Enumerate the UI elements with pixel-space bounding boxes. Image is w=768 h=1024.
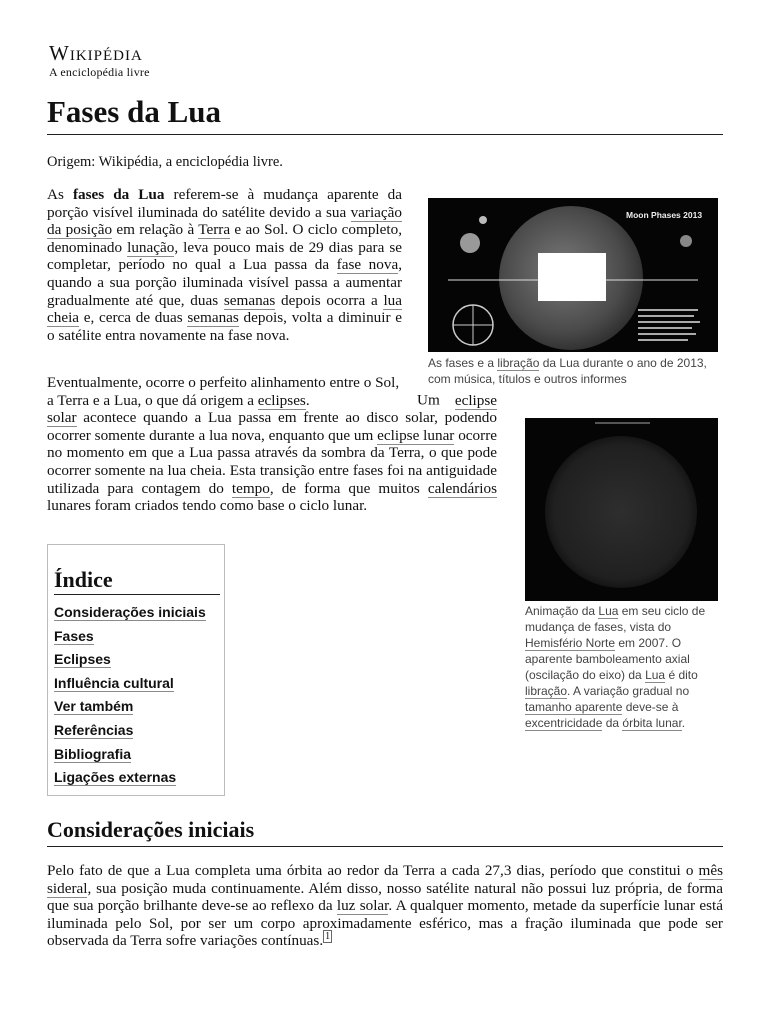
link-tempo[interactable]: tempo — [231, 479, 270, 497]
link-hemisferio-norte[interactable]: Hemisfério Norte — [525, 636, 616, 650]
moon-phases-graphic — [428, 198, 718, 352]
link-orbita-lunar[interactable]: órbita lunar — [622, 716, 682, 730]
eclipse-paragraph: Eventualmente, ocorre o perfeito alinhamento entre o Sol, a Terra e a Lua, o que dá origem a eclipses. Um eclipse solar acontece quando a Lua passa em frente ao disco solar, podendo ocorrer somente durante a lua nova, enquanto que um eclipse lunar ocorre no momento em que a Lua passa através da sombra da Terra, o que pode ocorrer somente na lua cheia. Esta transição entre fases foi na antiguidade utilizada para contagem do tempo, de forma que muitos calendários lunares foram criados tendo como base o ciclo lunar. — [47, 374, 498, 515]
moon-phases-video-thumbnail[interactable] — [428, 198, 718, 352]
toc-item-eclipses[interactable]: Eclipses — [54, 651, 111, 668]
link-fase-nova[interactable]: fase nova — [336, 256, 399, 274]
dark-moon-disc — [545, 436, 697, 588]
page-title: Fases da Lua — [47, 92, 723, 135]
earth-mini-icon — [460, 233, 480, 253]
toc-item-influencia[interactable]: Influência cultural — [54, 674, 174, 691]
figure-moon-animation — [525, 418, 718, 731]
link-eclipse-lunar[interactable]: eclipse lunar — [377, 426, 455, 444]
moon-mini-icon — [479, 216, 487, 224]
toc-item-ligacoes[interactable]: Ligações externas — [54, 769, 177, 786]
toc-item-bibliografia[interactable]: Bibliografia — [54, 745, 132, 762]
toc-item-referencias[interactable]: Referências — [54, 721, 134, 738]
bold-term: fases da Lua — [72, 186, 165, 203]
section-heading-consideracoes: Considerações iniciais — [47, 816, 723, 847]
link-lua-cheia[interactable]: lua cheia — [47, 291, 402, 327]
toc-title: Índice — [54, 567, 220, 595]
link-calendarios[interactable]: calendários — [427, 479, 497, 497]
logo-subtitle: A enciclopédia livre — [49, 65, 150, 79]
reference-link[interactable]: 1 — [325, 931, 331, 943]
link-lua[interactable]: Lua — [598, 604, 619, 618]
link-semanas[interactable]: semanas — [223, 291, 276, 309]
figure1-heading: Moon Phases 2013 — [626, 210, 703, 220]
figure-moon-phases-2013 — [428, 198, 718, 387]
link-libracao-2[interactable]: libração — [525, 684, 568, 698]
link-excentricidade[interactable]: excentricidade — [525, 716, 603, 730]
wikipedia-logo[interactable] — [49, 42, 150, 80]
link-lunacao[interactable]: lunação — [127, 238, 175, 256]
figure2-caption: Animação da Lua em seu ciclo de mudança de fases, vista do Hemisfério Norte em 2007. O aparente bamboleamento axial (oscilação do eixo) da Lua é dito libração. A variação gradual no tamanho aparente deve-se à excentricidade da órbita lunar. — [525, 604, 706, 730]
consideracoes-paragraph: Pelo fato de que a Lua completa uma órbita ao redor da Terra a cada 27,3 dias, período que constitui o mês sideral, sua posição muda continuamente. Além disso, nosso satélite natural não possui luz própria, de forma que sua porção brilhante deve-se ao reflexo da luz solar. A qualquer momento, metade da superfície lunar está iluminada pelo Sol, por ser um corpo aproximadamente esférico, mas a fração iluminada que pode ser observada da Terra sofre variações contínuas. $^1$ — [47, 862, 723, 950]
globe-mini-icon — [680, 235, 692, 247]
toc-item-consideracoes[interactable]: Considerações iniciais — [54, 604, 206, 620]
toc-item-fases[interactable]: Fases — [54, 627, 94, 644]
link-semanas-2[interactable]: semanas — [187, 309, 239, 327]
link-lua-2[interactable]: Lua — [645, 668, 666, 682]
figure1-caption: As fases e a libração da Lua durante o ano de 2013, com música, títulos e outros informes — [428, 356, 707, 386]
link-luz-solar[interactable]: luz solar — [336, 897, 389, 915]
video-placeholder-box — [538, 253, 606, 301]
toc-item-ver-tambem[interactable]: Ver também — [54, 698, 134, 715]
toc-list — [54, 603, 206, 792]
link-libracao[interactable]: libração — [497, 356, 540, 370]
link-tamanho-aparente[interactable]: tamanho aparente — [525, 700, 623, 714]
link-variacao-posicao[interactable]: variação da posição — [47, 203, 402, 239]
intro-paragraph: As fases da Lua referem-se à mudança aparente da porção visível iluminada do satélite devido a sua variação da posição em relação à Terra e ao Sol. O ciclo completo, denominado lunação, leva pouco mais de 29 dias para se completar, período no qual a Lua passa da fase nova, quando a sua porção iluminada visível passa a aumentar gradualmente até que, duas semanas depois ocorra a lua cheia e, cerca de duas semanas depois, volta a diminuir e o satélite entra novamente na fase nova. — [47, 186, 403, 344]
origin-note: Origem: Wikipédia, a enciclopédia livre. — [47, 154, 283, 170]
moon-animation-image[interactable] — [525, 418, 718, 601]
link-terra[interactable]: Terra — [198, 221, 231, 239]
logo-title: Wikipédia — [49, 41, 143, 65]
table-of-contents — [47, 544, 225, 796]
link-mes-sideral[interactable]: mês sideral — [47, 862, 723, 897]
link-eclipses[interactable]: eclipses — [257, 391, 306, 409]
link-eclipse-solar[interactable]: eclipse solar — [47, 391, 498, 427]
